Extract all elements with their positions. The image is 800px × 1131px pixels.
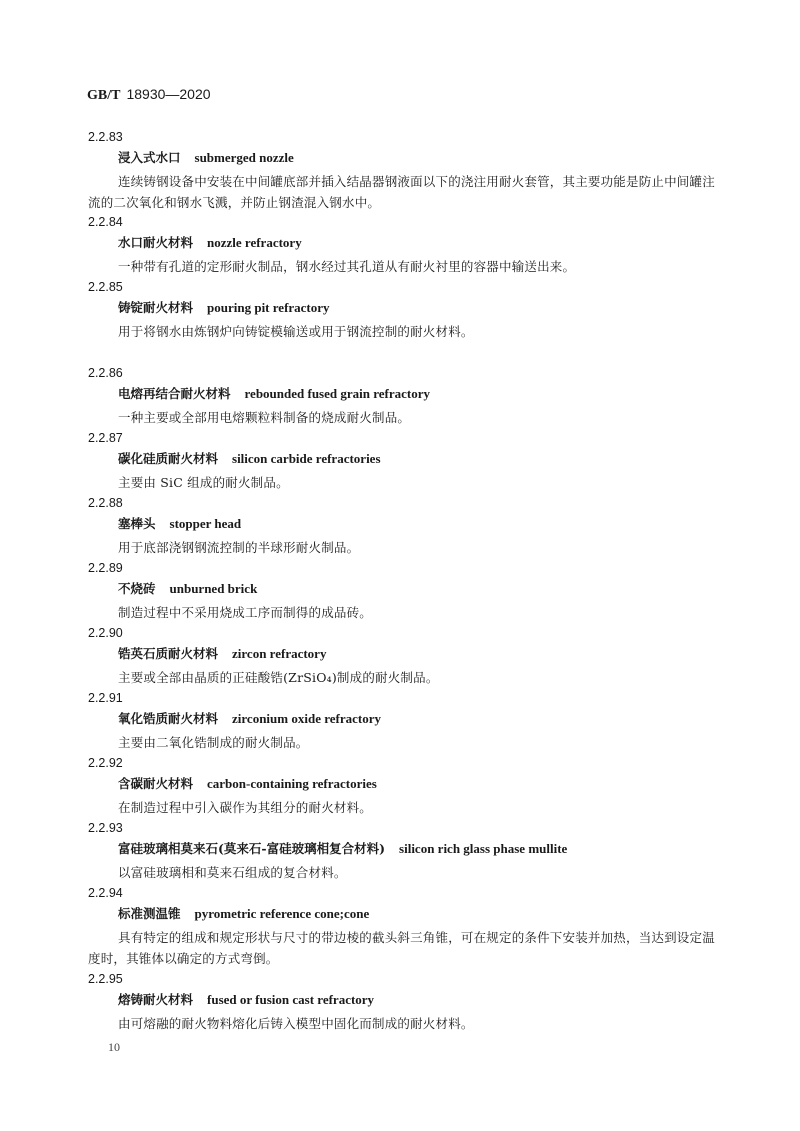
entry-term — [88, 516, 718, 537]
entry-number: 2.2.93 — [88, 821, 123, 835]
entry-definition: 具有特定的组成和规定形状与尺寸的带边棱的截头斜三角锥，可在规定的条件下安装并加热，当达到设定温度时，其锥体以确定的方式弯倒。 — [88, 930, 715, 966]
term-zh: 标准测温锥 — [118, 906, 181, 921]
term-zh: 水口耐火材料 — [118, 235, 194, 250]
entry-term — [88, 776, 718, 797]
term-zh: 锆英石质耐火材料 — [118, 646, 219, 661]
term-en: pyrometric reference cone;cone — [194, 906, 370, 921]
entry-definition: 主要由 SiC 组成的耐火制品。 — [118, 475, 289, 490]
term-en: nozzle refractory — [207, 235, 302, 250]
page-number: 10 — [108, 1040, 120, 1054]
entry-definition: 在制造过程中引入碳作为其组分的耐火材料。 — [118, 800, 373, 815]
term-en: zirconium oxide refractory — [232, 711, 381, 726]
entry-term — [88, 841, 718, 862]
term-entry — [88, 214, 718, 277]
term-en: fused or fusion cast refractory — [207, 992, 375, 1007]
entry-number: 2.2.86 — [88, 366, 123, 380]
entry-definition: 由可熔融的耐火物料熔化后铸入模型中固化而制成的耐火材料。 — [118, 1016, 474, 1031]
entry-number: 2.2.92 — [88, 756, 123, 770]
term-zh: 氧化锆质耐火材料 — [118, 711, 219, 726]
term-entry — [88, 365, 718, 428]
entry-number: 2.2.84 — [88, 215, 123, 229]
entry-term — [88, 451, 718, 472]
entry-number: 2.2.87 — [88, 431, 123, 445]
entry-term — [88, 711, 718, 732]
term-entry — [88, 129, 718, 213]
entry-definition: 制造过程中不采用烧成工序而制得的成品砖。 — [118, 605, 373, 620]
term-entry — [88, 971, 718, 1034]
term-zh: 熔铸耐火材料 — [118, 992, 194, 1007]
term-en: submerged nozzle — [194, 150, 294, 165]
term-zh: 塞棒头 — [118, 516, 156, 531]
term-entry — [88, 885, 718, 969]
entry-term — [88, 581, 718, 602]
entry-definition: 用于底部浇钢钢流控制的半球形耐火制品。 — [118, 540, 360, 555]
term-en: unburned brick — [169, 581, 258, 596]
entry-definition: 连续铸钢设备中安装在中间罐底部并插入结晶器钢液面以下的浇注用耐火套管，其主要功能是防止中间罐注流的二次氧化和钢水飞溅，并防止钢渣混入钢水中。 — [88, 174, 715, 210]
entry-definition: 一种主要或全部用电熔颗粒料制备的烧成耐火制品。 — [118, 410, 411, 425]
entry-term — [88, 992, 718, 1013]
term-zh: 不烧砖 — [118, 581, 156, 596]
entry-definition: 主要由二氧化锆制成的耐火制品。 — [118, 735, 309, 750]
entry-number: 2.2.94 — [88, 886, 123, 900]
term-zh: 碳化硅质耐火材料 — [118, 451, 219, 466]
term-entry — [88, 755, 718, 818]
entry-term — [88, 235, 718, 256]
standard-code: GB/T — [87, 88, 121, 103]
term-en: stopper head — [169, 516, 242, 531]
entry-definition: 一种带有孔道的定形耐火制品，钢水经过其孔道从有耐火衬里的容器中输送出来。 — [118, 259, 576, 274]
standard-number: 18930—2020 — [126, 86, 211, 102]
term-en: zircon refractory — [232, 646, 327, 661]
entry-definition: 以富硅玻璃相和莫来石组成的复合材料。 — [118, 865, 347, 880]
entry-term — [88, 150, 718, 171]
document-header — [87, 86, 211, 104]
term-en: silicon rich glass phase mullite — [399, 841, 568, 856]
entry-number: 2.2.83 — [88, 130, 123, 144]
term-zh: 铸锭耐火材料 — [118, 300, 194, 315]
term-zh: 浸入式水口 — [118, 150, 181, 165]
term-entry — [88, 560, 718, 623]
term-zh: 含碳耐火材料 — [118, 776, 194, 791]
entry-number: 2.2.89 — [88, 561, 123, 575]
entry-number: 2.2.91 — [88, 691, 123, 705]
term-en: silicon carbide refractories — [232, 451, 381, 466]
term-en: carbon-containing refractories — [207, 776, 377, 791]
term-entry — [88, 690, 718, 753]
term-entry — [88, 495, 718, 558]
term-zh: 富硅玻璃相莫来石(莫来石-富硅玻璃相复合材料) — [118, 841, 386, 856]
entry-term — [88, 300, 718, 321]
entry-definition: 用于将钢水由炼钢炉向铸锭模输送或用于钢流控制的耐火材料。 — [118, 324, 474, 339]
entry-number: 2.2.88 — [88, 496, 123, 510]
entry-definition: 主要或全部由晶质的正硅酸锆(ZrSiO₄)制成的耐火制品。 — [118, 670, 439, 685]
term-entry — [88, 820, 718, 883]
term-entry — [88, 430, 718, 493]
term-entry — [88, 279, 718, 342]
entry-term — [88, 646, 718, 667]
entry-term — [88, 906, 718, 927]
entry-term — [88, 386, 718, 407]
term-zh: 电熔再结合耐火材料 — [118, 386, 231, 401]
term-entry — [88, 625, 718, 688]
term-en: rebounded fused grain refractory — [244, 386, 430, 401]
entry-number: 2.2.95 — [88, 972, 123, 986]
entry-number: 2.2.90 — [88, 626, 123, 640]
entry-number: 2.2.85 — [88, 280, 123, 294]
term-en: pouring pit refractory — [207, 300, 330, 315]
